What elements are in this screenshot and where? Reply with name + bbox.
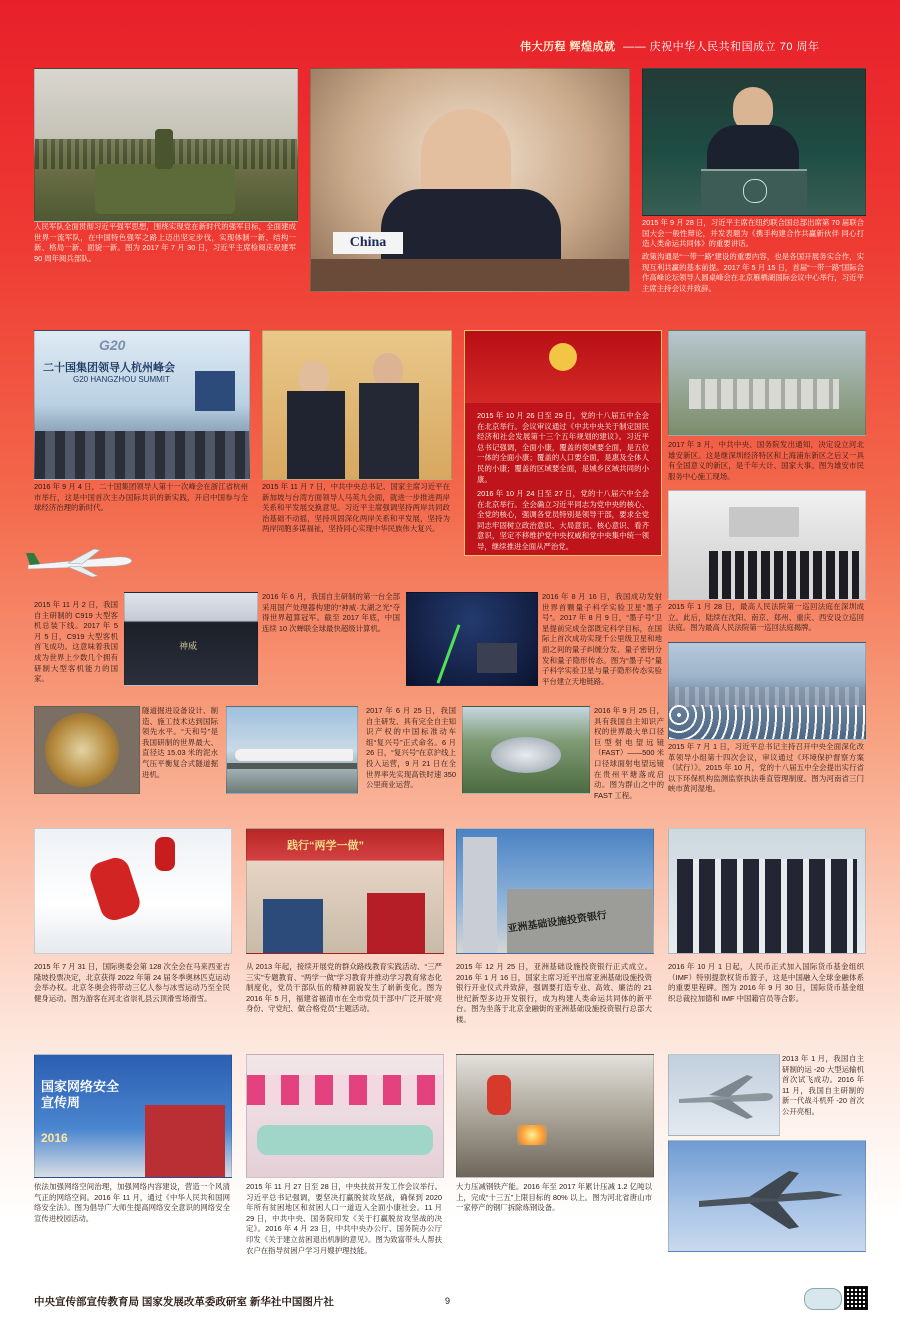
photo-xiongan xyxy=(668,330,866,436)
photo-poverty-training xyxy=(246,1054,444,1178)
photo-cross-strait-meeting xyxy=(262,330,452,480)
photo-aiib-headquarters xyxy=(456,828,654,954)
caption-xiongan: 2017 年 3 月，中共中央、国务院发出通知，决定设立河北雄安新区。这是继深圳经济特区和上海浦东新区之后又一具有全国意义的新区，是千年大计、国家大事。图为雄安市民服务中心施工现场。 xyxy=(668,440,864,481)
china-nameplate: China xyxy=(333,232,403,254)
photo-steel-dismantle xyxy=(456,1054,654,1178)
g20-banner: 二十国集团领导人杭州峰会 xyxy=(43,362,175,374)
caption-belt-road: 政策沟通是“一带一路”建设的重要内容，也是各国开展务实合作，实现互利共赢的基本前提。2017 年 5 月 15 日，首届“一带一路”国际合作高峰论坛领导人圆桌峰会在北京雁栖湖国际会议中心举行，习近平主席主持会议并致辞。 xyxy=(642,252,864,293)
caption-cyber: 依法加强网络空间治理，加强网络内容建设，营造一个风清气正的网络空间。2016 年 11 月，通过《中华人民共和国网络安全法》。图为倡导广大师生提高网络安全意识的网络安全宣传进校园活动。 xyxy=(34,1182,230,1223)
photo-quantum-satellite xyxy=(406,592,538,686)
page-footer xyxy=(0,1284,900,1324)
photo-party-education xyxy=(246,828,444,954)
page-number: 9 xyxy=(445,1296,451,1306)
footer-organizations: 中央宣传部宣传教育局 国家发展改革委政研室 新华社中国图片社 xyxy=(34,1296,334,1308)
caption-c919: 2015 年 11 月 2 日，我国自主研制的 C919 大型客机总装下线。2017 年 5 月 5 日，C919 大型客机首飞成功。这意味着我国成为世界上少数几个拥有研制大型客机能力的国家。 xyxy=(34,600,118,684)
page-header xyxy=(520,38,870,54)
photo-cyber-security-week xyxy=(34,1054,232,1178)
header-subtitle: —— 庆祝中华人民共和国成立 70 周年 xyxy=(623,41,820,53)
photo-yellow-river-wetland xyxy=(668,642,866,740)
caption-tbm: 隧道掘进设备设计、制造、施工技术达到国际领先水平。“天和号”是我国研制的世界最大、直径达 15.03 米的泥水气压平衡复合式隧道掘进机。 xyxy=(142,706,218,779)
caption-court: 2015 年 1 月 28 日，最高人民法院第一巡回法庭在深圳成立。此后，陆续在沈阳、南京、郑州、重庆、西安设立巡回法庭。图为最高人民法院第一巡回法庭揭牌。 xyxy=(668,602,864,633)
g20-banner-en: G20 HANGZHOU SUMMIT xyxy=(73,375,170,384)
qr-code-icon xyxy=(844,1286,868,1310)
supercomputer-label: 神威 xyxy=(179,641,198,651)
caption-military: 人民军队全面贯彻习近平强军思想，围绕实现党在新时代的强军目标，全面建成世界一流军队，在中国特色强军之路上迈出坚定步伐，实现体制一新、结构一新、格局一新、面貌一新。图为 2017 年 7 月 30 日，习近平主席检阅庆祝建军 90 周年阅兵部队。 xyxy=(34,222,296,263)
caption-plenum-five: 2015 年 10 月 26 日至 29 日，党的十八届五中全会在北京举行。会议审议通过《中共中央关于制定国民经济和社会发展第十三个五年规划的建议》。习近平总书记强调，全面小康，覆盖的领域要全面，是五位一体的全面小康；覆盖的人口要全面，是惠及全体人民的小康；覆盖的区域要全面，是城乡区域共同的小康。 xyxy=(477,411,649,484)
caption-cross-strait: 2015 年 11 月 7 日，中共中央总书记、国家主席习近平在新加坡与台湾方面领导人马英九会面，就进一步推进两岸关系和平发展交换意见。习近平主席强调坚持两岸共同政治基础不动摇，坚持巩固深化两岸关系和平发展，坚持为两岸同胞多谋福祉，坚持同心实现中华民族伟大复兴。 xyxy=(262,482,450,534)
photo-g20-summit xyxy=(34,330,250,480)
caption-olympics: 2015 年 7 月 31 日，国际奥委会第 128 次全会在马来西亚吉隆坡投票决定，北京获得 2022 年第 24 届冬季奥林匹克运动会举办权。北京冬奥会将带动三亿人参与冰雪运动乃至全民健身运动。图为游客在河北省崇礼县云顶滑雪场滑雪。 xyxy=(34,962,230,1003)
c919-airplane-icon xyxy=(24,545,134,575)
photo-supercomputer xyxy=(124,592,258,686)
caption-quantum: 2016 年 8 月 16 日，我国成功发射世界首颗量子科学实验卫星“墨子号”。2017 年 8 月 9 日，“墨子号”卫星提前完成全部既定科学目标，在国际上首次成功实现千公里级卫星和地面之间的量子纠缠分发、量子密钥分发和量子隐形传态。图为“墨子号”量子科学实验卫星与量子隐形传态实验平台建立天地链路。 xyxy=(542,592,662,686)
photo-j20-fighter xyxy=(668,1140,866,1252)
photo-fuxing-train xyxy=(226,706,358,794)
photo-imf-group xyxy=(668,828,866,954)
party-education-banner: 践行“两学一做” xyxy=(287,840,364,852)
aiib-sign: 亚洲基础设施投资银行 xyxy=(506,910,608,935)
caption-supercomputer: 2016 年 6 月，我国自主研制的第一台全部采用国产处理器构建的“神威·太湖之光”夺得世界超算冠军。截至 2017 年底，中国连续 10 次蝉联全球最快超级计算机。 xyxy=(262,592,400,633)
photo-y20-transport xyxy=(668,1054,780,1136)
caption-party-education: 从 2013 年起，接续开展党的群众路线教育实践活动、“三严三实”专题教育、“两学一做”学习教育并推动学习教育常态化制度化，党员干部队伍的精神面貌发生了崭新变化。图为 2016 年 5 月，福建省福清市在全市党员干部中广泛开展“亮身份、守党纪、做合格党员”主题活动。 xyxy=(246,962,442,1014)
caption-un: 2015 年 9 月 28 日，习近平主席在纽约联合国总部出席第 70 届联合国大会一般性辩论，并发表题为《携手构建合作共赢新伙伴 同心打造人类命运共同体》的重要讲话。 xyxy=(642,218,864,249)
g20-logo: G20 xyxy=(99,337,126,353)
party-emblem-icon xyxy=(549,343,577,371)
caption-g20: 2016 年 9 月 4 日，二十国集团领导人第十一次峰会在浙江省杭州市举行，这是中国首次主办国际共识的新实践，开启中国参与全球经济治理的新时代。 xyxy=(34,482,248,513)
photo-tunnel-boring-machine xyxy=(34,706,140,794)
cyber-year: 2016 xyxy=(41,1131,68,1145)
photo-supreme-court-circuit xyxy=(668,490,866,600)
caption-plenum-six: 2016 年 10 月 24 日至 27 日，党的十八届六中全会在北京举行。全会确立习近平同志为党中央的核心、全党的核心，强调各党员特别是领导干部，要求全党同志牢固树立政治意识、大局意识、核心意识、看齐意识，坚定不移维护党中央权威和党中央集中统一领导，继续推进全面从严治党。 xyxy=(477,489,649,551)
caption-aircraft: 2013 年 1 月，我国自主研制的运 -20 大型运输机首次试飞成功。2016 年 11 月，我国自主研制的新一代战斗机歼 -20 首次公开亮相。 xyxy=(782,1054,864,1116)
photo-ski-resort xyxy=(34,828,232,954)
photo-belt-road-summit xyxy=(310,68,630,292)
caption-imf: 2016 年 10 月 1 日起，人民币正式加入国际货币基金组织（IMF）特别提款权货币篮子，这是中国融入全球金融体系的重要里程碑。图为 2016 年 9 月 30 日，国际货币基金组织总裁拉加德和 IMF 中国籍官员等合影。 xyxy=(668,962,864,1003)
photo-military-parade xyxy=(34,68,298,222)
y20-airplane-icon xyxy=(669,1055,779,1135)
caption-fast: 2016 年 9 月 25 日，具有我国自主知识产权的世界最大单口径巨型射电望远镜（FAST）——500 米口径球面射电望远镜在贵州平塘落成启动。图为群山之中的 FAST 工程。 xyxy=(594,706,664,800)
publisher-logo-icon xyxy=(804,1288,842,1310)
photo-fast-telescope xyxy=(462,706,590,794)
caption-poverty: 2015 年 11 月 27 日至 28 日，中央扶贫开发工作会议举行。习近平总书记强调，要坚决打赢脱贫攻坚战，确保到 2020 年所有贫困地区和贫困人口一道迈入全面小康社会。11 月 29 日，中共中央、国务院印发《关于打赢脱贫攻坚战的决定》。2016 年 4 月 23 日，中共中央办公厅、国务院办公厅印发《关于建立贫困退出机制的意见》。图为致富带头人帮扶农户在指导贫困户学习月嫂护理技能。 xyxy=(246,1182,442,1255)
caption-fuxing: 2017 年 6 月 25 日，我国自主研发、具有完全自主知识产权的中国标准动车组“复兴号”正式命名。6 月 26 日，“复兴号”在京沪线上投入运营，9 月 21 日在全世界率先实现高铁时速 350 公里商业运营。 xyxy=(366,706,456,790)
caption-steel: 大力压减钢铁产能。2016 年至 2017 年累计压减 1.2 亿吨以上，完成“十三五”上限目标的 80% 以上。图为河北省唐山市一家停产的钢厂拆除炼钢设备。 xyxy=(456,1182,652,1213)
photo-un-general-assembly xyxy=(642,68,866,216)
header-title: 伟大历程 辉煌成就 xyxy=(520,41,616,53)
party-plenum-box xyxy=(464,330,662,556)
caption-aiib: 2015 年 12 月 25 日，亚洲基础设施投资银行正式成立。2016 年 1 月 16 日，国家主席习近平出席亚洲基础设施投资银行开业仪式并致辞，强调要打造专业、高效、廉洁的 21 世纪新型多边开发银行，成为构建人类命运共同体的新平台。图为坐落于北京金融街的亚洲基础设施投资银行总部大楼。 xyxy=(456,962,652,1024)
caption-environment: 2015 年 7 月 1 日，习近平总书记主持召开中央全面深化改革领导小组第十四次会议，审议通过《环境保护督察方案（试行）》。2015 年 10 月，党的十八届五中全会提出实行省以下环保机构监测监察执法垂直管理制度。图为河南省三门峡市黄河湿地。 xyxy=(668,742,864,794)
j20-fighter-icon xyxy=(669,1141,865,1251)
cyber-banner: 国家网络安全宣传周 xyxy=(41,1079,120,1110)
